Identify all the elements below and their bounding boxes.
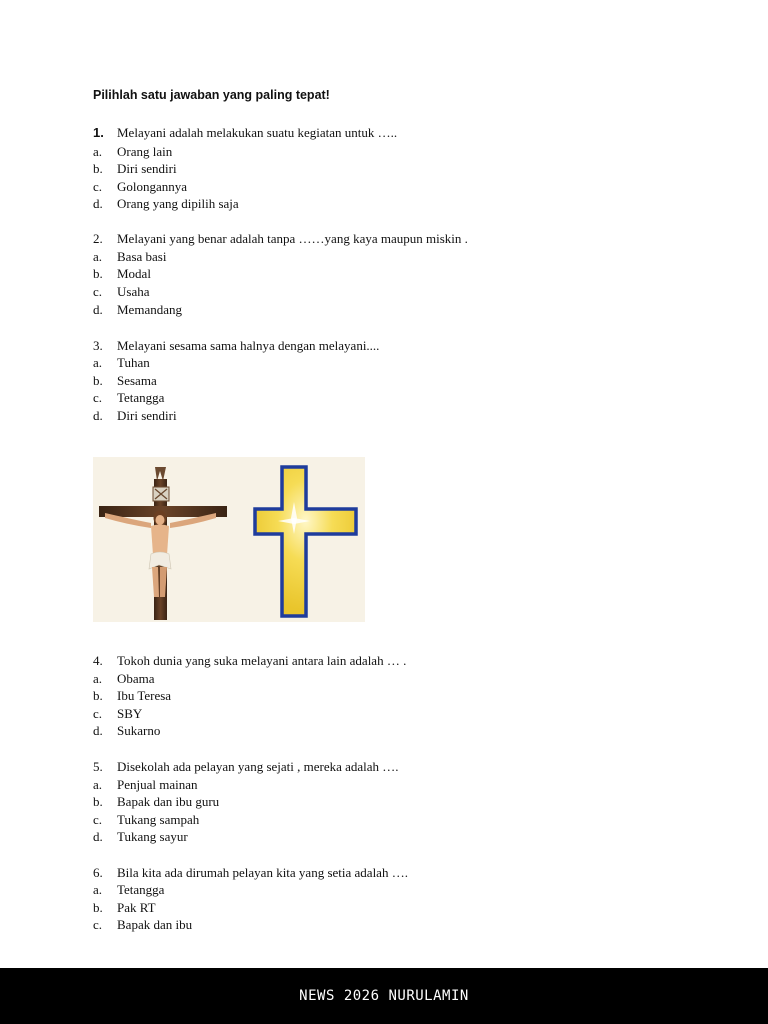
option-text: Tuhan: [117, 355, 150, 370]
option-marker: d.: [93, 302, 103, 317]
option-6c: [93, 917, 192, 933]
option-marker: c.: [93, 706, 103, 721]
question-text: Melayani adalah melakukan suatu kegiatan untuk …..: [117, 125, 398, 140]
option-3a: [93, 355, 150, 371]
option-3c: [93, 390, 164, 406]
option-2a: [93, 249, 166, 265]
option-text: Orang lain: [117, 144, 173, 159]
option-marker: c.: [93, 812, 103, 827]
option-marker: b.: [93, 161, 103, 176]
question-1: [93, 125, 397, 141]
option-6a: [93, 882, 164, 898]
option-marker: d.: [93, 829, 103, 844]
option-4d: [93, 723, 160, 739]
option-3d: [93, 408, 177, 424]
option-6b: [93, 900, 156, 916]
option-1d: [93, 196, 239, 212]
footer-text: NEWS 2026 NURULAMIN: [299, 988, 469, 1004]
option-text: Modal: [117, 266, 151, 281]
question-text: Bila kita ada dirumah pelayan kita yang setia adalah ….: [117, 865, 408, 880]
option-text: Bapak dan ibu guru: [117, 794, 220, 809]
option-text: Tukang sayur: [117, 829, 188, 844]
option-marker: b.: [93, 900, 103, 915]
option-marker: b.: [93, 794, 103, 809]
option-text: Diri sendiri: [117, 408, 177, 423]
option-text: Tetangga: [117, 882, 165, 897]
question-text: Melayani yang benar adalah tanpa ……yang kaya maupun miskin .: [117, 231, 468, 246]
option-text: Tetangga: [117, 390, 165, 405]
option-text: Bapak dan ibu: [117, 917, 193, 932]
cross-illustration-svg: [93, 457, 365, 622]
option-1a: [93, 144, 172, 160]
cross-illustration: [93, 457, 365, 622]
option-marker: c.: [93, 390, 103, 405]
question-number: 5.: [93, 759, 103, 774]
option-1c: [93, 179, 187, 195]
option-text: SBY: [117, 706, 143, 721]
option-text: Memandang: [117, 302, 182, 317]
option-text: Obama: [117, 671, 155, 686]
question-3: [93, 338, 379, 354]
option-text: Usaha: [117, 284, 150, 299]
crucifix-icon: [99, 467, 227, 620]
option-text: Penjual mainan: [117, 777, 198, 792]
option-text: Pak RT: [117, 900, 156, 915]
question-2: [93, 231, 468, 247]
option-5a: [93, 777, 198, 793]
question-number: 4.: [93, 653, 103, 668]
option-text: Diri sendiri: [117, 161, 177, 176]
question-text: Disekolah ada pelayan yang sejati , mereka adalah ….: [117, 759, 399, 774]
option-marker: a.: [93, 355, 103, 370]
question-text: Tokoh dunia yang suka melayani antara lain adalah … .: [117, 653, 407, 668]
question-text: Melayani sesama sama halnya dengan melayani....: [117, 338, 380, 353]
option-3b: [93, 373, 157, 389]
option-2d: [93, 302, 182, 318]
option-4b: [93, 688, 171, 704]
question-6: [93, 865, 408, 881]
option-marker: d.: [93, 196, 103, 211]
option-marker: b.: [93, 688, 103, 703]
option-2c: [93, 284, 150, 300]
question-number: 2.: [93, 231, 103, 246]
option-marker: a.: [93, 777, 103, 792]
option-marker: d.: [93, 408, 103, 423]
option-text: Tukang sampah: [117, 812, 200, 827]
option-marker: a.: [93, 882, 103, 897]
question-4: [93, 653, 406, 669]
golden-cross-icon: [255, 467, 356, 616]
question-5: [93, 759, 399, 775]
option-text: Sesama: [117, 373, 157, 388]
option-marker: c.: [93, 179, 103, 194]
option-marker: d.: [93, 723, 103, 738]
option-marker: a.: [93, 249, 103, 264]
option-text: Sukarno: [117, 723, 161, 738]
question-number: 1.: [93, 125, 104, 140]
option-5c: [93, 812, 199, 828]
option-marker: c.: [93, 284, 103, 299]
option-text: Ibu Teresa: [117, 688, 172, 703]
option-4c: [93, 706, 142, 722]
option-1b: [93, 161, 177, 177]
footer-banner: [0, 968, 768, 1024]
option-text: Golongannya: [117, 179, 188, 194]
option-marker: c.: [93, 917, 103, 932]
option-marker: b.: [93, 266, 103, 281]
question-number: 6.: [93, 865, 103, 880]
option-4a: [93, 671, 155, 687]
option-marker: a.: [93, 671, 103, 686]
option-text: Orang yang dipilih saja: [117, 196, 239, 211]
option-2b: [93, 266, 151, 282]
question-number: 3.: [93, 338, 103, 353]
option-text: Basa basi: [117, 249, 167, 264]
instruction-heading: Pilihlah satu jawaban yang paling tepat!: [93, 88, 330, 102]
option-marker: a.: [93, 144, 103, 159]
option-5d: [93, 829, 188, 845]
option-5b: [93, 794, 219, 810]
option-marker: b.: [93, 373, 103, 388]
